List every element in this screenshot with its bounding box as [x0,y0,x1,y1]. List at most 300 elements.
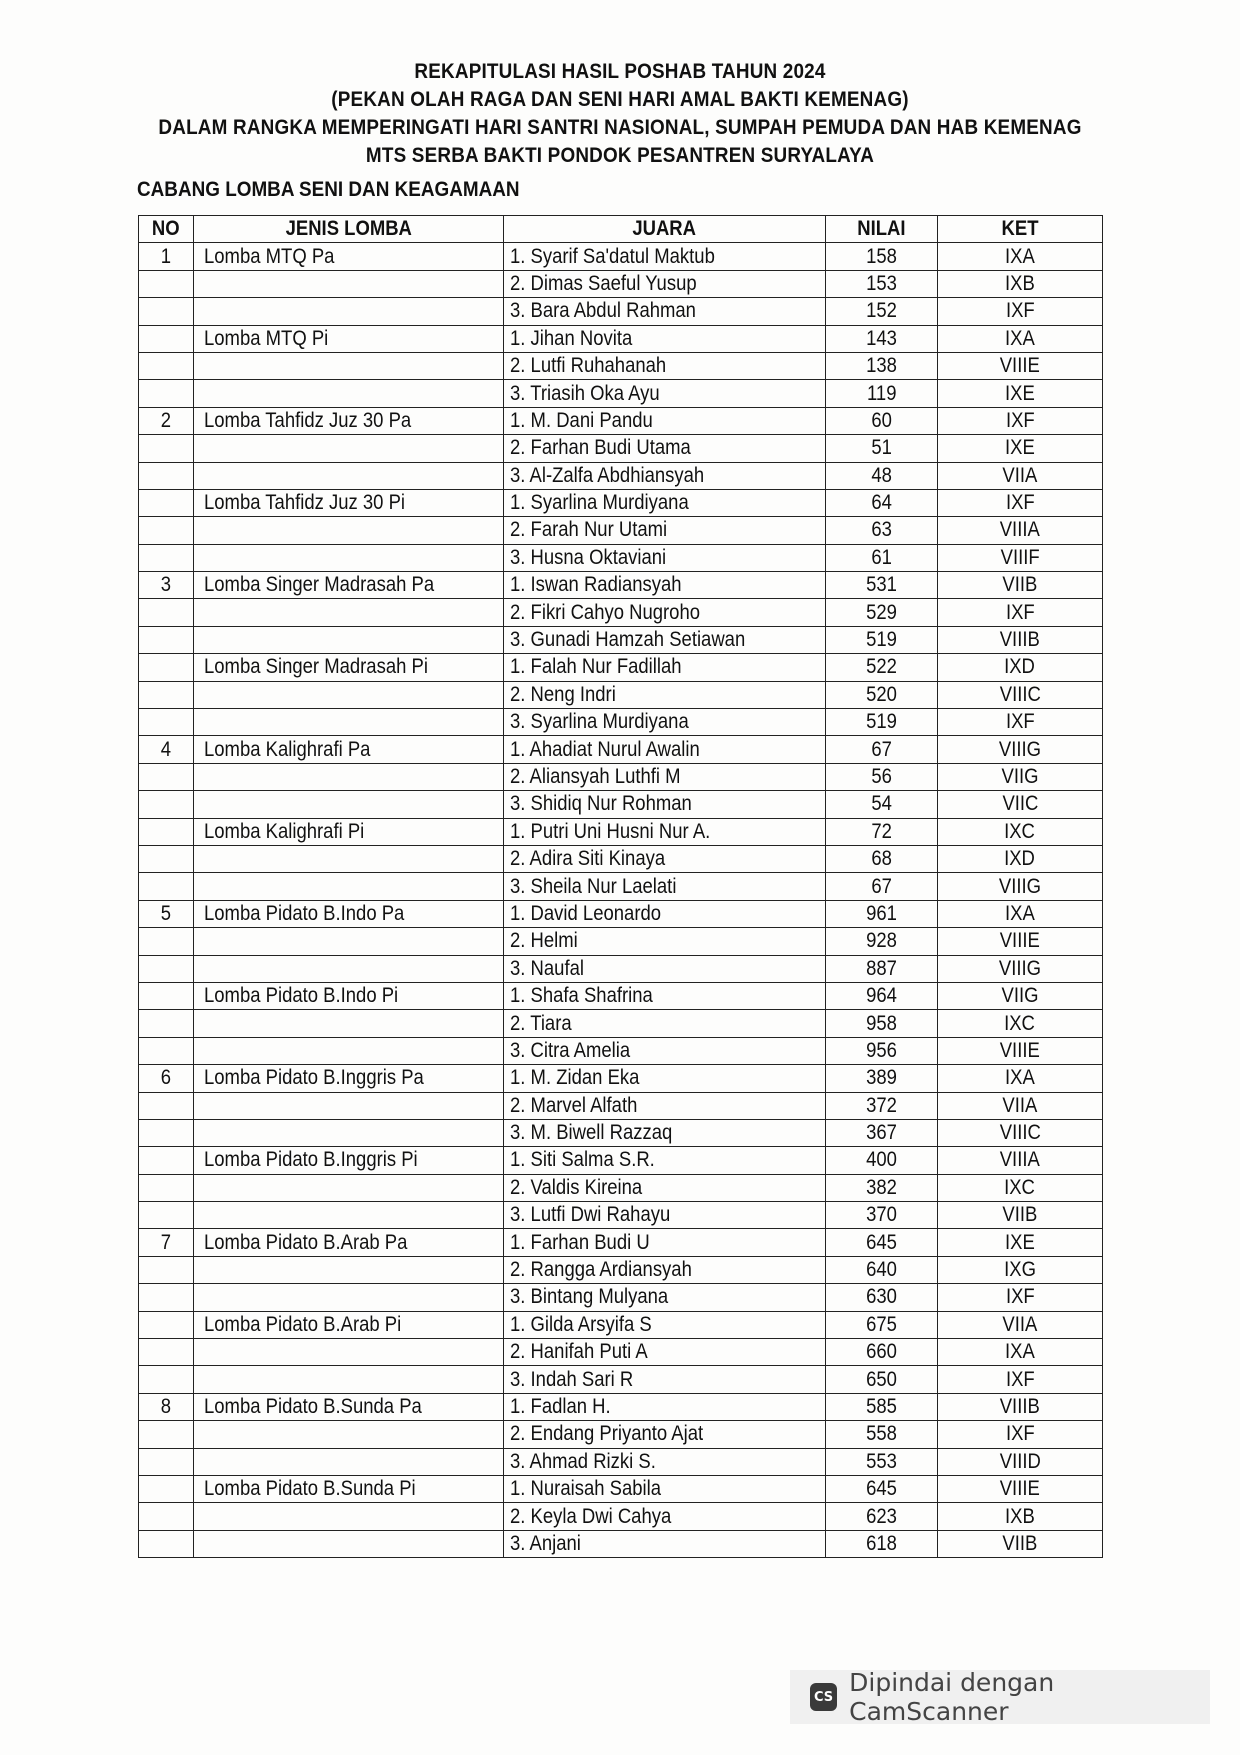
cell-juara: 1. Ahadiat Nurul Awalin [504,736,826,763]
cell-jenis-lomba [194,1530,504,1557]
cell-no [139,845,194,872]
cell-ket: IXB [938,1503,1103,1530]
cell-nilai: 618 [826,1530,938,1557]
table-row [139,1448,1103,1475]
cell-ket: IXF [938,1366,1103,1393]
cell-jenis-lomba [194,791,504,818]
cell-no: 8 [139,1393,194,1420]
cell-ket: VIIIE [938,928,1103,955]
cell-no [139,1092,194,1119]
table-body [139,243,1103,1558]
cell-juara: 1. M. Dani Pandu [504,407,826,434]
cell-no [139,1284,194,1311]
cell-jenis-lomba [194,845,504,872]
cell-jenis-lomba [194,1256,504,1283]
cell-no [139,1037,194,1064]
cell-jenis-lomba: Lomba Pidato B.Arab Pa [194,1229,504,1256]
cell-no [139,873,194,900]
cell-no: 7 [139,1229,194,1256]
cell-no [139,982,194,1009]
cell-nilai: 650 [826,1366,938,1393]
cell-ket: VIIG [938,982,1103,1009]
cell-jenis-lomba: Lomba Pidato B.Arab Pi [194,1311,504,1338]
table-row [139,763,1103,790]
cell-nilai: 585 [826,1393,938,1420]
table-row [139,1284,1103,1311]
column-header-jenis-lomba: JENIS LOMBA [194,216,504,243]
cell-nilai: 389 [826,1065,938,1092]
cell-no [139,1475,194,1502]
cell-no [139,1421,194,1448]
column-header-juara: JUARA [504,216,826,243]
table-row [139,1366,1103,1393]
cell-nilai: 143 [826,325,938,352]
cell-jenis-lomba [194,1339,504,1366]
cell-juara: 2. Tiara [504,1010,826,1037]
cell-jenis-lomba [194,298,504,325]
table-row [139,572,1103,599]
cell-ket: VIIC [938,791,1103,818]
cell-ket: VIIIE [938,1475,1103,1502]
cell-juara: 2. Hanifah Puti A [504,1339,826,1366]
table-row [139,1530,1103,1557]
table-row [139,243,1103,270]
cell-ket: IXD [938,845,1103,872]
cell-jenis-lomba [194,544,504,571]
cell-nilai: 61 [826,544,938,571]
cell-nilai: 958 [826,1010,938,1037]
cell-ket: VIIIC [938,681,1103,708]
cell-nilai: 367 [826,1119,938,1146]
cell-nilai: 630 [826,1284,938,1311]
cell-juara: 2. Adira Siti Kinaya [504,845,826,872]
cell-jenis-lomba [194,928,504,955]
cell-no [139,380,194,407]
cell-jenis-lomba: Lomba Pidato B.Inggris Pa [194,1065,504,1092]
cell-ket: VIIA [938,1092,1103,1119]
cell-ket: VIIIG [938,955,1103,982]
cell-jenis-lomba [194,1503,504,1530]
cell-jenis-lomba: Lomba Pidato B.Sunda Pi [194,1475,504,1502]
cell-no [139,791,194,818]
cell-no [139,462,194,489]
column-header-ket: KET [938,216,1103,243]
cell-ket: VIIIB [938,1393,1103,1420]
cell-juara: 1. Jihan Novita [504,325,826,352]
cell-nilai: 68 [826,845,938,872]
cell-ket: VIIIG [938,736,1103,763]
cell-no [139,352,194,379]
cell-juara: 3. M. Biwell Razzaq [504,1119,826,1146]
table-row [139,352,1103,379]
cell-jenis-lomba [194,1092,504,1119]
cell-ket: IXF [938,599,1103,626]
cell-ket: IXA [938,900,1103,927]
cell-ket: VIIIE [938,352,1103,379]
cell-juara: 2. Aliansyah Luthfi M [504,763,826,790]
cell-jenis-lomba [194,1202,504,1229]
cell-no [139,1147,194,1174]
table-row [139,928,1103,955]
cell-jenis-lomba: Lomba Kalighrafi Pi [194,818,504,845]
cell-juara: 2. Helmi [504,928,826,955]
cell-nilai: 158 [826,243,938,270]
cell-ket: IXA [938,243,1103,270]
table-row [139,681,1103,708]
table-row [139,791,1103,818]
table-row [139,435,1103,462]
table-row [139,654,1103,681]
cell-jenis-lomba: Lomba MTQ Pa [194,243,504,270]
cell-no [139,1503,194,1530]
cell-jenis-lomba [194,1119,504,1146]
table-row [139,270,1103,297]
cell-jenis-lomba [194,1284,504,1311]
cell-juara: 2. Farhan Budi Utama [504,435,826,462]
cell-ket: IXE [938,435,1103,462]
cell-jenis-lomba: Lomba Singer Madrasah Pi [194,654,504,681]
table-row [139,873,1103,900]
cell-jenis-lomba [194,380,504,407]
cell-jenis-lomba [194,626,504,653]
table-row [139,1147,1103,1174]
cell-ket: IXF [938,489,1103,516]
cell-juara: 1. Shafa Shafrina [504,982,826,1009]
cell-no: 6 [139,1065,194,1092]
cell-juara: 1. M. Zidan Eka [504,1065,826,1092]
cell-jenis-lomba [194,270,504,297]
table-row [139,1503,1103,1530]
cell-no: 2 [139,407,194,434]
cell-ket: IXF [938,298,1103,325]
cell-nilai: 519 [826,626,938,653]
cell-juara: 3. Bintang Mulyana [504,1284,826,1311]
cell-nilai: 48 [826,462,938,489]
table-row [139,1421,1103,1448]
cell-nilai: 675 [826,1311,938,1338]
cell-no [139,1311,194,1338]
cell-nilai: 961 [826,900,938,927]
cell-no [139,626,194,653]
cell-ket: VIIG [938,763,1103,790]
cell-nilai: 519 [826,709,938,736]
cell-no: 3 [139,572,194,599]
cell-juara: 1. Putri Uni Husni Nur A. [504,818,826,845]
cell-jenis-lomba: Lomba Pidato B.Sunda Pa [194,1393,504,1420]
cell-juara: 3. Lutfi Dwi Rahayu [504,1202,826,1229]
table-row [139,1339,1103,1366]
cell-ket: IXA [938,1065,1103,1092]
table-row [139,736,1103,763]
camscanner-icon: CS [810,1683,837,1711]
cell-nilai: 558 [826,1421,938,1448]
cell-juara: 2. Endang Priyanto Ajat [504,1421,826,1448]
table-row [139,517,1103,544]
cell-ket: VIIIB [938,626,1103,653]
cell-nilai: 887 [826,955,938,982]
table-header-row [139,216,1103,243]
cell-juara: 1. Iswan Radiansyah [504,572,826,599]
cell-jenis-lomba [194,1448,504,1475]
cell-juara: 3. Syarlina Murdiyana [504,709,826,736]
cell-ket: IXA [938,325,1103,352]
cell-juara: 3. Sheila Nur Laelati [504,873,826,900]
cell-ket: VIIIF [938,544,1103,571]
cell-ket: VIIIG [938,873,1103,900]
cell-nilai: 370 [826,1202,938,1229]
cell-jenis-lomba [194,1421,504,1448]
cell-ket: IXG [938,1256,1103,1283]
cell-no: 1 [139,243,194,270]
cell-juara: 2. Neng Indri [504,681,826,708]
cell-ket: IXA [938,1339,1103,1366]
cell-ket: VIIIA [938,517,1103,544]
cell-jenis-lomba [194,599,504,626]
cell-no [139,1366,194,1393]
cell-nilai: 660 [826,1339,938,1366]
cell-nilai: 54 [826,791,938,818]
table-row [139,407,1103,434]
table-row [139,1202,1103,1229]
cell-juara: 1. Falah Nur Fadillah [504,654,826,681]
cell-nilai: 956 [826,1037,938,1064]
cell-nilai: 63 [826,517,938,544]
table-row [139,1092,1103,1119]
cell-no [139,763,194,790]
cell-jenis-lomba [194,681,504,708]
cell-no [139,1010,194,1037]
cell-ket: IXC [938,818,1103,845]
cell-no [139,709,194,736]
table-row [139,1229,1103,1256]
cell-no [139,1119,194,1146]
table-row [139,325,1103,352]
cell-no [139,1256,194,1283]
cell-ket: VIIA [938,1311,1103,1338]
cell-jenis-lomba [194,352,504,379]
cell-no [139,270,194,297]
cell-juara: 3. Naufal [504,955,826,982]
table-row [139,818,1103,845]
cell-juara: 3. Shidiq Nur Rohman [504,791,826,818]
cell-juara: 1. Syarlina Murdiyana [504,489,826,516]
table-row [139,1475,1103,1502]
cell-jenis-lomba: Lomba Tahfidz Juz 30 Pa [194,407,504,434]
table-row [139,1119,1103,1146]
cell-jenis-lomba [194,435,504,462]
table-row [139,298,1103,325]
cell-ket: IXF [938,709,1103,736]
cell-juara: 3. Al-Zalfa Abdhiansyah [504,462,826,489]
cell-ket: IXB [938,270,1103,297]
cell-no [139,1174,194,1201]
cell-nilai: 152 [826,298,938,325]
cell-juara: 3. Bara Abdul Rahman [504,298,826,325]
cell-juara: 1. Syarif Sa'datul Maktub [504,243,826,270]
table-row [139,1037,1103,1064]
cell-juara: 2. Rangga Ardiansyah [504,1256,826,1283]
cell-ket: VIIA [938,462,1103,489]
cell-juara: 1. Fadlan H. [504,1393,826,1420]
camscanner-text: Dipindai dengan CamScanner [849,1668,1055,1726]
cell-ket: IXE [938,380,1103,407]
table-row [139,1311,1103,1338]
cell-ket: IXF [938,1421,1103,1448]
table-row [139,1010,1103,1037]
cell-nilai: 72 [826,818,938,845]
cell-juara: 3. Anjani [504,1530,826,1557]
header-line-1: REKAPITULASI HASIL POSHAB TAHUN 2024 [414,60,826,83]
table-row [139,489,1103,516]
cell-ket: IXD [938,654,1103,681]
cell-no: 4 [139,736,194,763]
cell-nilai: 964 [826,982,938,1009]
cell-ket: IXC [938,1174,1103,1201]
cell-juara: 2. Keyla Dwi Cahya [504,1503,826,1530]
cell-no [139,489,194,516]
table-row [139,599,1103,626]
section-title: CABANG LOMBA SENI DAN KEAGAMAAN [137,178,520,201]
cell-no [139,298,194,325]
table-row [139,1393,1103,1420]
column-header-no: NO [139,216,194,243]
cell-juara: 3. Husna Oktaviani [504,544,826,571]
cell-nilai: 640 [826,1256,938,1283]
cell-no [139,654,194,681]
cell-jenis-lomba: Lomba Singer Madrasah Pa [194,572,504,599]
cell-nilai: 56 [826,763,938,790]
cell-juara: 3. Ahmad Rizki S. [504,1448,826,1475]
cell-no [139,818,194,845]
cell-jenis-lomba: Lomba Pidato B.Indo Pa [194,900,504,927]
cell-ket: IXE [938,1229,1103,1256]
cell-ket: VIIIE [938,1037,1103,1064]
cell-nilai: 119 [826,380,938,407]
document-header [0,58,1240,170]
cell-jenis-lomba: Lomba Pidato B.Indo Pi [194,982,504,1009]
cell-no [139,544,194,571]
cell-nilai: 520 [826,681,938,708]
cell-jenis-lomba: Lomba MTQ Pi [194,325,504,352]
cell-no [139,517,194,544]
cell-juara: 3. Triasih Oka Ayu [504,380,826,407]
cell-no [139,435,194,462]
cell-no [139,1339,194,1366]
header-line-3: DALAM RANGKA MEMPERINGATI HARI SANTRI NASIONAL, SUMPAH PEMUDA DAN HAB KEMENAG [158,116,1082,139]
cell-jenis-lomba [194,763,504,790]
cell-jenis-lomba: Lomba Kalighrafi Pa [194,736,504,763]
cell-nilai: 372 [826,1092,938,1119]
cell-no [139,681,194,708]
cell-jenis-lomba: Lomba Tahfidz Juz 30 Pi [194,489,504,516]
cell-ket: VIIB [938,1202,1103,1229]
cell-juara: 3. Citra Amelia [504,1037,826,1064]
cell-juara: 1. Gilda Arsyifa S [504,1311,826,1338]
cell-no [139,955,194,982]
cell-nilai: 153 [826,270,938,297]
cell-juara: 3. Indah Sari R [504,1366,826,1393]
table-row [139,1065,1103,1092]
cell-nilai: 64 [826,489,938,516]
cell-juara: 1. Farhan Budi U [504,1229,826,1256]
cell-jenis-lomba [194,1174,504,1201]
cell-juara: 2. Valdis Kireina [504,1174,826,1201]
cell-juara: 3. Gunadi Hamzah Setiawan [504,626,826,653]
cell-nilai: 60 [826,407,938,434]
cell-juara: 2. Fikri Cahyo Nugroho [504,599,826,626]
cell-juara: 2. Marvel Alfath [504,1092,826,1119]
cell-nilai: 400 [826,1147,938,1174]
cell-jenis-lomba: Lomba Pidato B.Inggris Pi [194,1147,504,1174]
cell-no [139,325,194,352]
header-line-4: MTS SERBA BAKTI PONDOK PESANTREN SURYALAYA [365,144,875,167]
cell-nilai: 522 [826,654,938,681]
cell-juara: 2. Dimas Saeful Yusup [504,270,826,297]
table-row [139,982,1103,1009]
cell-jenis-lomba [194,462,504,489]
cell-nilai: 529 [826,599,938,626]
table-row [139,380,1103,407]
cell-nilai: 645 [826,1229,938,1256]
cell-no [139,599,194,626]
cell-ket: IXF [938,1284,1103,1311]
cell-jenis-lomba [194,517,504,544]
cell-ket: VIIB [938,572,1103,599]
cell-jenis-lomba [194,709,504,736]
cell-nilai: 645 [826,1475,938,1502]
cell-juara: 2. Farah Nur Utami [504,517,826,544]
cell-nilai: 67 [826,873,938,900]
cell-jenis-lomba [194,873,504,900]
cell-juara: 1. David Leonardo [504,900,826,927]
cell-ket: IXC [938,1010,1103,1037]
cell-no [139,1202,194,1229]
table-row [139,845,1103,872]
cell-juara: 1. Nuraisah Sabila [504,1475,826,1502]
cell-no [139,928,194,955]
cell-no [139,1448,194,1475]
cell-ket: VIIB [938,1530,1103,1557]
table-row [139,900,1103,927]
cell-nilai: 382 [826,1174,938,1201]
cell-nilai: 51 [826,435,938,462]
header-line-2: (PEKAN OLAH RAGA DAN SENI HARI AMAL BAKTI KEMENAG) [331,88,909,111]
cell-no [139,1530,194,1557]
table-row [139,709,1103,736]
cell-nilai: 531 [826,572,938,599]
cell-jenis-lomba [194,1366,504,1393]
table-row [139,462,1103,489]
table-row [139,626,1103,653]
cell-jenis-lomba [194,1037,504,1064]
cell-juara: 1. Siti Salma S.R. [504,1147,826,1174]
cell-nilai: 928 [826,928,938,955]
cell-juara: 2. Lutfi Ruhahanah [504,352,826,379]
camscanner-badge [790,1670,1210,1724]
cell-nilai: 623 [826,1503,938,1530]
cell-jenis-lomba [194,955,504,982]
column-header-nilai: NILAI [826,216,938,243]
cell-no: 5 [139,900,194,927]
cell-nilai: 138 [826,352,938,379]
table-row [139,1256,1103,1283]
recap-table [138,215,1103,1558]
cell-nilai: 553 [826,1448,938,1475]
table-row [139,1174,1103,1201]
cell-ket: VIIID [938,1448,1103,1475]
cell-jenis-lomba [194,1010,504,1037]
table-row [139,544,1103,571]
